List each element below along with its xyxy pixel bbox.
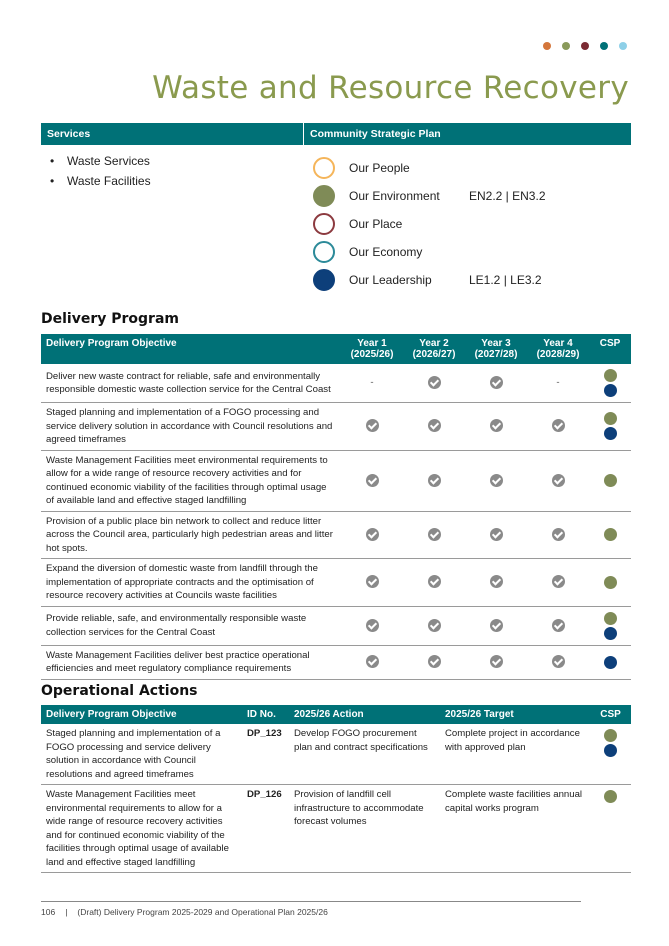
checkmark-icon [428,376,441,389]
csp-cell [589,403,631,451]
page-number: 106 [41,907,56,917]
objective-cell: Waste Management Facilities meet environmental requirements to allow for a wide range of resource recovery activities and for continued economic viability of the facilities through optimal usage of available land and effective staged landfilling [41,450,341,511]
checkmark-icon [366,474,379,487]
our-leadership-dot-icon [604,427,617,440]
objective-cell: Expand the diversion of domestic waste from landfill through the implementation of appropriate contracts and the optimisation of resource recovery activities at Councils waste facilities [41,559,341,607]
our-leadership-dot-icon [604,627,617,640]
csp-outcome-codes: EN2.2 | EN3.2 [469,189,546,203]
services-header: Services [41,123,304,145]
our-environment-dot-icon [604,369,617,382]
col-year4: Year 4 (2028/29) [527,334,589,364]
year-cell [341,559,403,607]
footer-divider [41,901,581,902]
year-cell [527,645,589,679]
year-cell [403,364,465,403]
footer-text: (Draft) Delivery Program 2025-2029 and Operational Plan 2025/26 [77,907,328,917]
year-cell [527,403,589,451]
objective-cell: Provision of a public place bin network to collect and reduce litter across the Council area, particularly high pedestrian areas and litter hot spots. [41,511,341,559]
decorative-dots [543,42,627,50]
table-row [41,403,631,451]
csp-circle-icon [313,185,335,207]
year-cell [403,511,465,559]
table-row [41,785,631,873]
csp-outcome-row [313,238,546,266]
csp-circle-icon [313,241,335,263]
year-cell [465,511,527,559]
csp-list [313,154,546,294]
csp-cell [589,450,631,511]
csp-circle-icon [313,269,335,291]
year-cell [465,645,527,679]
our-environment-dot-icon [604,412,617,425]
target-cell: Complete project in accordance with approved plan [440,724,590,785]
checkmark-icon [490,575,503,588]
service-item: • Waste Facilities [50,171,151,191]
our-environment-dot-icon [604,612,617,625]
table-header-row [41,334,631,364]
col-objective: Delivery Program Objective [41,705,242,724]
col-year2: Year 2 (2026/27) [403,334,465,364]
year-cell [341,450,403,511]
csp-cell [590,785,631,873]
decorative-dot [619,42,627,50]
objective-cell: Staged planning and implementation of a FOGO processing and service delivery solution in accordance with Council resolutions and agreed timeframes [41,724,242,785]
dash-text: - [556,377,560,389]
year-cell [403,450,465,511]
year-cell [465,559,527,607]
checkmark-icon [366,575,379,588]
csp-outcome-codes: LE1.2 | LE3.2 [469,273,542,287]
col-target: 2025/26 Target [440,705,590,724]
page-title: Waste and Resource Recovery [152,70,629,106]
decorative-dot [581,42,589,50]
delivery-program-title: Delivery Program [41,311,179,327]
objective-cell: Staged planning and implementation of a FOGO processing and service delivery solution in accordance with Council resolutions and agreed timeframes [41,403,341,451]
table-header-row [41,705,631,724]
our-environment-dot-icon [604,474,617,487]
year-cell [403,606,465,645]
our-leadership-dot-icon [604,744,617,757]
our-environment-dot-icon [604,729,617,742]
csp-cell [590,724,631,785]
operational-actions-title: Operational Actions [41,683,198,699]
id-cell: DP_126 [242,785,289,873]
services-header-bar [41,123,631,145]
csp-cell [589,511,631,559]
csp-outcome-name: Our Environment [349,189,440,203]
our-environment-dot-icon [604,528,617,541]
year-cell [465,364,527,403]
csp-outcome-row [313,154,546,182]
year-cell [341,403,403,451]
table-row [41,724,631,785]
operational-actions-table [41,705,631,873]
csp-outcome-name: Our Economy [349,245,423,259]
checkmark-icon [490,528,503,541]
table-row [41,606,631,645]
table-row [41,511,631,559]
decorative-dot [543,42,551,50]
csp-outcome-row [313,210,546,238]
checkmark-icon [366,419,379,432]
csp-circle-icon [313,213,335,235]
checkmark-icon [490,474,503,487]
checkmark-icon [552,655,565,668]
checkmark-icon [490,619,503,632]
csp-cell [589,645,631,679]
objective-cell: Provide reliable, safe, and environmentally responsible waste collection services for the Central Coast [41,606,341,645]
table-row [41,559,631,607]
delivery-program-table [41,334,631,680]
col-csp: CSP [589,334,631,364]
footer [41,907,328,917]
services-list [50,151,151,191]
col-year3: Year 3 (2027/28) [465,334,527,364]
csp-outcome-row [313,182,546,210]
action-cell: Provision of landfill cell infrastructure to accommodate forecast volumes [289,785,440,873]
year-cell [527,364,589,403]
checkmark-icon [490,376,503,389]
year-cell [403,403,465,451]
year-cell [341,606,403,645]
col-id: ID No. [242,705,289,724]
csp-outcome-name: Our People [349,161,410,175]
our-leadership-dot-icon [604,656,617,669]
checkmark-icon [428,575,441,588]
year-cell [341,364,403,403]
year-cell [527,559,589,607]
checkmark-icon [428,474,441,487]
year-cell [403,645,465,679]
csp-outcome-row [313,266,546,294]
checkmark-icon [552,528,565,541]
checkmark-icon [428,619,441,632]
year-cell [403,559,465,607]
checkmark-icon [490,655,503,668]
year-cell [527,606,589,645]
checkmark-icon [490,419,503,432]
csp-header: Community Strategic Plan [310,128,441,140]
checkmark-icon [366,528,379,541]
objective-cell: Waste Management Facilities deliver best practice operational efficiencies and meet regulatory compliance requirements [41,645,341,679]
target-cell: Complete waste facilities annual capital works program [440,785,590,873]
col-objective: Delivery Program Objective [41,334,341,364]
year-cell [341,511,403,559]
checkmark-icon [552,619,565,632]
our-environment-dot-icon [604,790,617,803]
checkmark-icon [428,528,441,541]
checkmark-icon [552,474,565,487]
service-item: • Waste Services [50,151,151,171]
csp-cell [589,559,631,607]
csp-circle-icon [313,157,335,179]
objective-cell: Deliver new waste contract for reliable, safe and environmentally responsible domestic waste collection service for the Central Coast [41,364,341,403]
csp-outcome-name: Our Place [349,217,403,231]
col-action: 2025/26 Action [289,705,440,724]
checkmark-icon [366,619,379,632]
checkmark-icon [552,419,565,432]
year-cell [341,645,403,679]
id-cell: DP_123 [242,724,289,785]
checkmark-icon [552,575,565,588]
our-environment-dot-icon [604,576,617,589]
decorative-dot [562,42,570,50]
csp-outcome-name: Our Leadership [349,273,432,287]
checkmark-icon [428,655,441,668]
col-year1: Year 1 (2025/26) [341,334,403,364]
year-cell [527,450,589,511]
checkmark-icon [428,419,441,432]
csp-cell [589,606,631,645]
table-row [41,645,631,679]
our-leadership-dot-icon [604,384,617,397]
year-cell [465,450,527,511]
table-row [41,450,631,511]
decorative-dot [600,42,608,50]
dash-text: - [370,377,374,389]
footer-separator: | [65,907,68,917]
year-cell [527,511,589,559]
action-cell: Develop FOGO procurement plan and contract specifications [289,724,440,785]
objective-cell: Waste Management Facilities meet environmental requirements to allow for a wide range of resource recovery activities and for continued economic viability of the facilities through optimal usage of available land and effective staged landfilling [41,785,242,873]
csp-cell [589,364,631,403]
checkmark-icon [366,655,379,668]
table-row [41,364,631,403]
year-cell [465,403,527,451]
year-cell [465,606,527,645]
col-csp: CSP [590,705,631,724]
